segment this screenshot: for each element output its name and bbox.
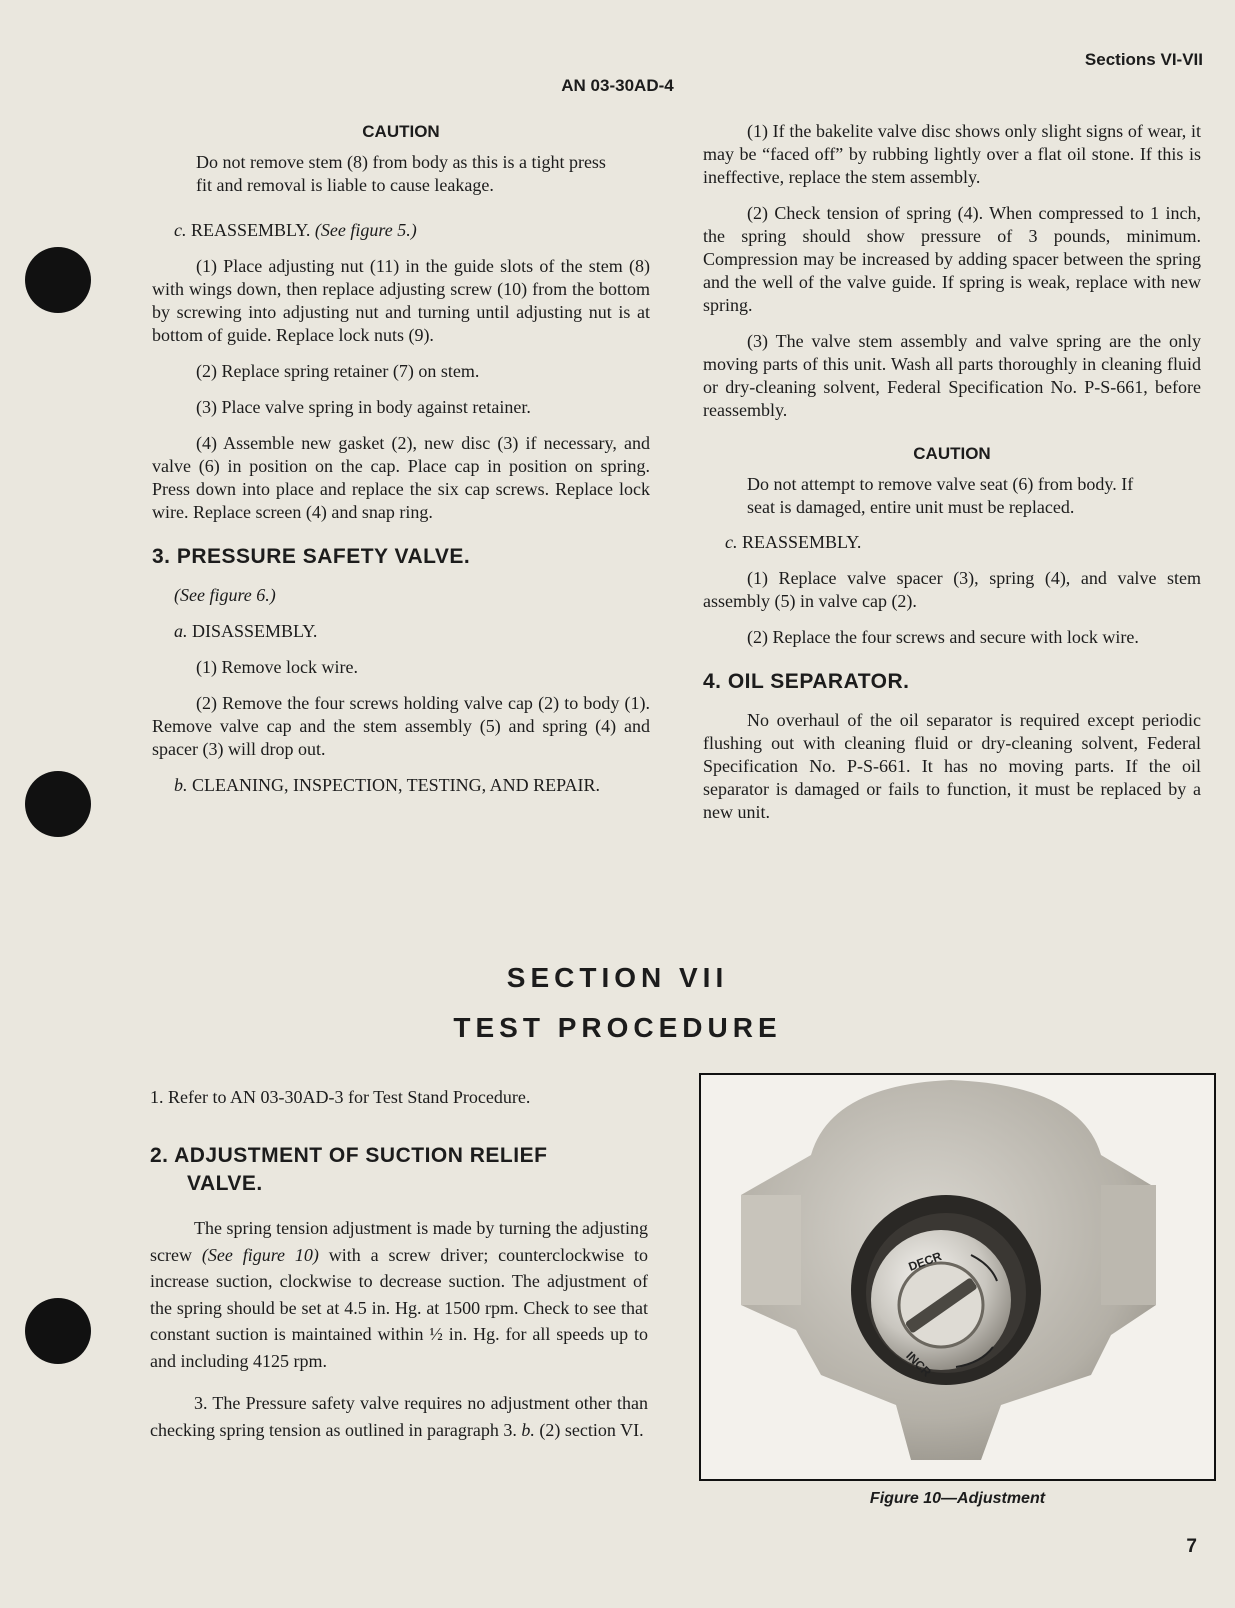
left-column bbox=[152, 120, 650, 810]
dial-label-decr: DECR bbox=[906, 1249, 944, 1274]
right-column bbox=[703, 120, 1201, 837]
side-port bbox=[741, 1195, 801, 1305]
caution-text: Do not remove stem (8) from body as this is a tight press fit and removal is liable to cause leakage. bbox=[196, 152, 606, 195]
paragraph: (3) The valve stem assembly and valve spring are the only moving parts of this unit. Wash all parts thoroughly in cleaning fluid or dry-cleaning solvent, Federal Specification No. P-S-661, before reassembly. bbox=[703, 331, 1201, 420]
paragraph: (3) Place valve spring in body against retainer. bbox=[196, 397, 531, 417]
binder-hole bbox=[25, 1298, 91, 1364]
figure-caption: Figure 10—Adjustment bbox=[869, 1490, 1046, 1507]
caution-text: Do not attempt to remove valve seat (6) from body. If seat is damaged, entire unit must be replaced. bbox=[747, 474, 1134, 517]
paragraph: (2) Check tension of spring (4). When compressed to 1 inch, the spring should show pressure of 3 pounds, minimum. Compression may be increased by adding spacer between the spring and the well of the valve guide. If spring is weak, replace with new spring. bbox=[703, 203, 1201, 315]
figure-reference: (See figure 6.) bbox=[174, 585, 276, 605]
subsection-heading: c. REASSEMBLY. bbox=[725, 532, 862, 552]
section-heading: 2. ADJUSTMENT OF SUCTION RELIEF bbox=[150, 1144, 548, 1167]
page-number: 7 bbox=[1186, 1536, 1197, 1557]
paragraph: 1. Refer to AN 03-30AD-3 for Test Stand Procedure. bbox=[150, 1087, 531, 1107]
section-heading: 3. PRESSURE SAFETY VALVE. bbox=[152, 545, 471, 568]
paragraph: 3. The Pressure safety valve requires no adjustment other than checking spring tension as outlined in paragraph 3. b. (2) section VI. bbox=[150, 1393, 648, 1440]
paragraph: No overhaul of the oil separator is required except periodic flushing out with cleaning fluid or dry-cleaning solvent, Federal Specification No. P-S-661. It has no moving parts. If the oil separator is damaged or fails to function, it must be replaced by a new unit. bbox=[703, 710, 1201, 822]
section-heading: VALVE. bbox=[187, 1172, 263, 1195]
section-heading: 4. OIL SEPARATOR. bbox=[703, 670, 910, 693]
figure-photo bbox=[699, 1073, 1216, 1481]
dial-label-incr: INCR bbox=[903, 1348, 934, 1380]
paragraph: (2) Remove the four screws holding valve cap (2) to body (1). Remove valve cap and the stem assembly (5) and spring (4) and spacer (3) will drop out. bbox=[152, 693, 650, 759]
paragraph: (1) Replace valve spacer (3), spring (4), and valve stem assembly (5) in valve cap (2). bbox=[703, 568, 1201, 611]
valve-adjustment-illustration bbox=[701, 1075, 1214, 1479]
paragraph: (1) Remove lock wire. bbox=[196, 657, 358, 677]
paragraph: (2) Replace spring retainer (7) on stem. bbox=[196, 361, 480, 381]
paragraph: (1) Place adjusting nut (11) in the guide slots of the stem (8) with wings down, then replace adjusting screw (10) from the bottom by screwing into adjusting nut and turning until adjusting nut is at bottom of guide. Replace lock nuts (9). bbox=[152, 256, 650, 345]
subsection-heading: a. DISASSEMBLY. bbox=[174, 621, 318, 641]
caution-heading: CAUTION bbox=[362, 122, 440, 141]
binder-hole bbox=[25, 771, 91, 837]
section-header: Sections VI-VII bbox=[1084, 50, 1203, 69]
paragraph: (2) Replace the four screws and secure with lock wire. bbox=[747, 627, 1139, 647]
binder-hole bbox=[25, 247, 91, 313]
side-port bbox=[1101, 1185, 1156, 1305]
section-number: SECTION VII bbox=[506, 962, 729, 993]
paragraph: (4) Assemble new gasket (2), new disc (3) if necessary, and valve (6) in position on the cap. Place cap in position on spring. Press down into place and replace the six cap screws. Replace lock wire. Replace screen (4) and snap ring. bbox=[152, 433, 650, 522]
caution-heading: CAUTION bbox=[913, 444, 991, 463]
paragraph: (1) If the bakelite valve disc shows only slight signs of wear, it may be “faced off” by rubbing lightly over a flat oil stone. If this is ineffective, replace the stem assembly. bbox=[703, 121, 1201, 187]
subsection-heading: b. CLEANING, INSPECTION, TESTING, AND REPAIR. bbox=[174, 775, 601, 795]
test-procedure-column bbox=[150, 1086, 648, 1456]
subsection-heading: c. REASSEMBLY. (See figure 5.) bbox=[174, 220, 417, 240]
section-title: TEST PROCEDURE bbox=[453, 1012, 782, 1043]
document-number: AN 03-30AD-4 bbox=[561, 76, 674, 95]
paragraph: The spring tension adjustment is made by turning the adjusting screw (See figure 10) with a screw driver; counterclockwise to increase suction, clockwise to decrease suction. The adjustment of the spring should be set at 4.5 in. Hg. at 1500 rpm. Check to see that constant suction is maintained within ½ in. Hg. for all speeds up to and including 4125 rpm. bbox=[150, 1218, 649, 1371]
